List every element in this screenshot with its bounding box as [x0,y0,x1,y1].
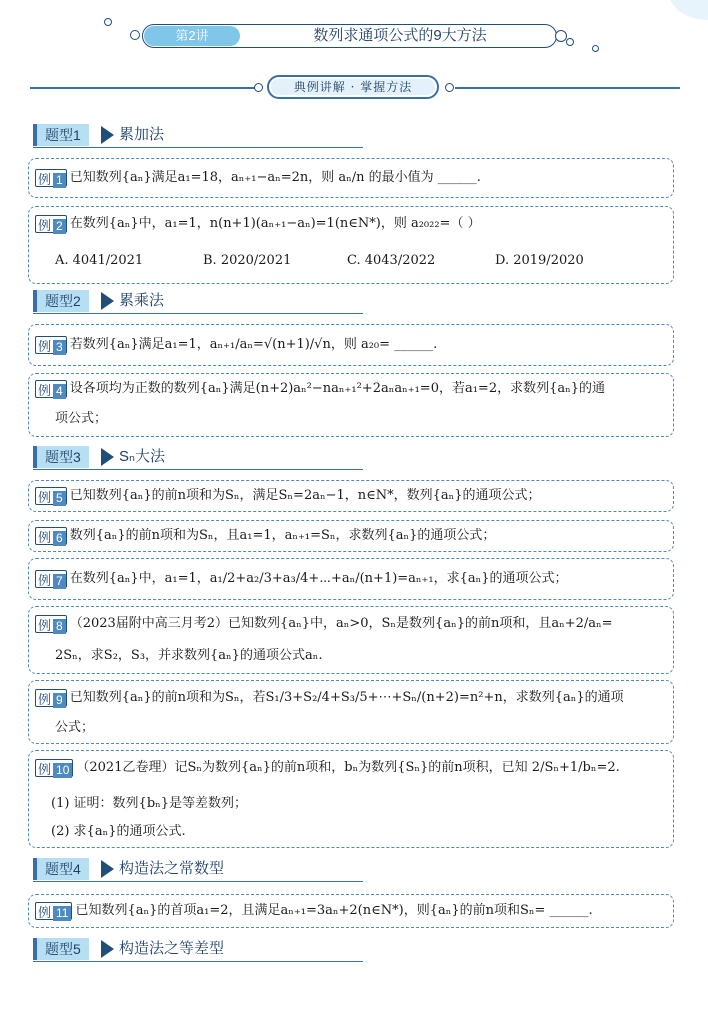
example-text [35,757,620,779]
section-subtitle [0,72,708,102]
example-body: 在数列{aₙ}中，a₁=1，a₁/2+a₂/3+a₃/4+⋯+aₙ/(n+1)=aₙ₊₁，求{aₙ}的通项公式； [69,571,568,586]
subtitle-pill [267,75,439,99]
decor-circle [566,38,574,46]
example-text [35,213,481,235]
example-tag: 例 2 [35,215,67,233]
example-3 [28,324,674,366]
example-tag: 例 11 [35,902,72,920]
example-tag: 例 4 [35,380,67,398]
example-9 [28,680,674,744]
example-8 [28,606,674,674]
example-body: 设各项均为正数的数列{aₙ}满足(n+2)aₙ²−naₙ₊₁²+2aₙaₙ₊₁=0，若a₁=2，求数列{aₙ}的通 [69,381,606,396]
example-body-cont: 项公式； [55,411,108,426]
page-title: 数列求通项公式的9大方法 [313,27,487,44]
type-heading-3 [33,446,673,470]
example-body: （2023届附中高三月考2）已知数列{aₙ}中，aₙ>0，Sₙ是数列{aₙ}的前n项和，且aₙ+2/aₙ= [69,616,613,631]
arrow-icon [101,126,114,144]
type-heading-4 [33,858,673,882]
example-tag: 例 1 [35,169,67,187]
example-text [35,167,481,189]
decor-circle [445,83,454,92]
type-label: 题型2 [33,290,89,312]
example-text [35,485,541,507]
example-body-cont: 公式； [55,720,95,735]
example-text [35,687,624,709]
example-5 [28,480,674,512]
divider [455,87,680,89]
example-part-2: (2) 求{aₙ}的通项公式. [51,824,186,839]
type-name: 构造法之常数型 [119,860,225,877]
example-tag: 例 8 [35,615,67,633]
decor-circle [130,30,140,40]
divider [33,961,363,962]
arrow-icon [101,292,114,310]
example-part-1: (1) 证明：数列{bₙ}是等差数列； [51,796,248,811]
decor-circle [254,83,263,92]
example-tag: 例 3 [35,336,67,354]
option-d[interactable]: D. 2019/2020 [495,253,584,268]
example-body: （2021乙卷理）记Sₙ为数列{aₙ}的前n项和，bₙ为数列{Sₙ}的前n项积，已知 2/Sₙ+1/bₙ=2. [76,760,620,775]
example-tag: 例 6 [35,527,67,545]
example-text [35,525,495,547]
option-c[interactable]: C. 4043/2022 [347,253,436,268]
type-label: 题型3 [33,446,89,468]
example-body: 在数列{aₙ}中，a₁=1，n(n+1)(aₙ₊₁−aₙ)=1(n∈N*)，则 a₂₀₂₂=（ ） [69,216,481,231]
lecture-number: 第2讲 [144,26,240,46]
example-body: 已知数列{aₙ}的首项a₁=2，且满足aₙ₊₁=3aₙ+2(n∈N*)，则{aₙ}的前n项和Sₙ= ______. [75,903,593,918]
divider [33,469,363,470]
arrow-icon [101,448,114,466]
type-heading-2 [33,290,673,314]
divider [30,87,260,89]
example-4 [28,373,674,437]
example-11 [28,894,674,928]
example-body: 已知数列{aₙ}的前n项和为Sₙ，满足Sₙ=2aₙ−1，n∈N*，数列{aₙ}的通项公式； [69,488,541,503]
example-body: 数列{aₙ}的前n项和为Sₙ，且a₁=1，aₙ₊₁=Sₙ，求数列{aₙ}的通项公式； [69,528,496,543]
subtitle-text: 典例讲解 · 掌握方法 [271,79,435,95]
example-2 [28,206,674,284]
example-tag: 例 10 [35,759,73,777]
example-text [35,568,568,590]
example-text [35,900,593,922]
example-text [35,334,437,356]
example-tag: 例 7 [35,570,67,588]
example-tag: 例 5 [35,487,67,505]
type-name: 构造法之等差型 [119,940,225,957]
example-7 [28,558,674,600]
divider [33,313,363,314]
example-text [35,378,605,400]
arrow-icon [101,860,114,878]
example-body-cont: 2Sₙ，求S₂，S₃，并求数列{aₙ}的通项公式aₙ. [55,648,323,663]
example-10 [28,750,674,848]
type-name: 累乘法 [119,292,165,309]
example-6 [28,520,674,552]
divider [33,881,363,882]
lecture-header [0,18,708,58]
example-body: 若数列{aₙ}满足a₁=1，aₙ₊₁/aₙ=√(n+1)/√n，则 a₂₀= ______. [69,337,438,352]
example-1 [28,158,674,198]
decor-circle [592,45,599,52]
example-body: 已知数列{aₙ}的前n项和为Sₙ，若S₁/3+S₂/4+S₃/5+⋯+Sₙ/(n+2)=n²+n，求数列{aₙ}的通项 [69,690,624,705]
divider [33,147,363,148]
decor-circle [104,18,112,26]
example-body: 已知数列{aₙ}满足a₁=18，aₙ₊₁−aₙ=2n，则 aₙ/n 的最小值为 ______. [69,170,481,185]
arrow-icon [101,940,114,958]
corner-decoration [668,0,708,20]
type-heading-1 [33,124,673,148]
example-text [35,613,613,635]
type-name: Sₙ大法 [119,448,165,465]
type-label: 题型4 [33,858,89,880]
option-a[interactable]: A. 4041/2021 [55,253,144,268]
option-b[interactable]: B. 2020/2021 [203,253,292,268]
type-label: 题型5 [33,938,89,960]
type-name: 累加法 [119,126,165,143]
type-label: 题型1 [33,124,89,146]
type-heading-5 [33,938,673,962]
example-tag: 例 9 [35,689,67,707]
